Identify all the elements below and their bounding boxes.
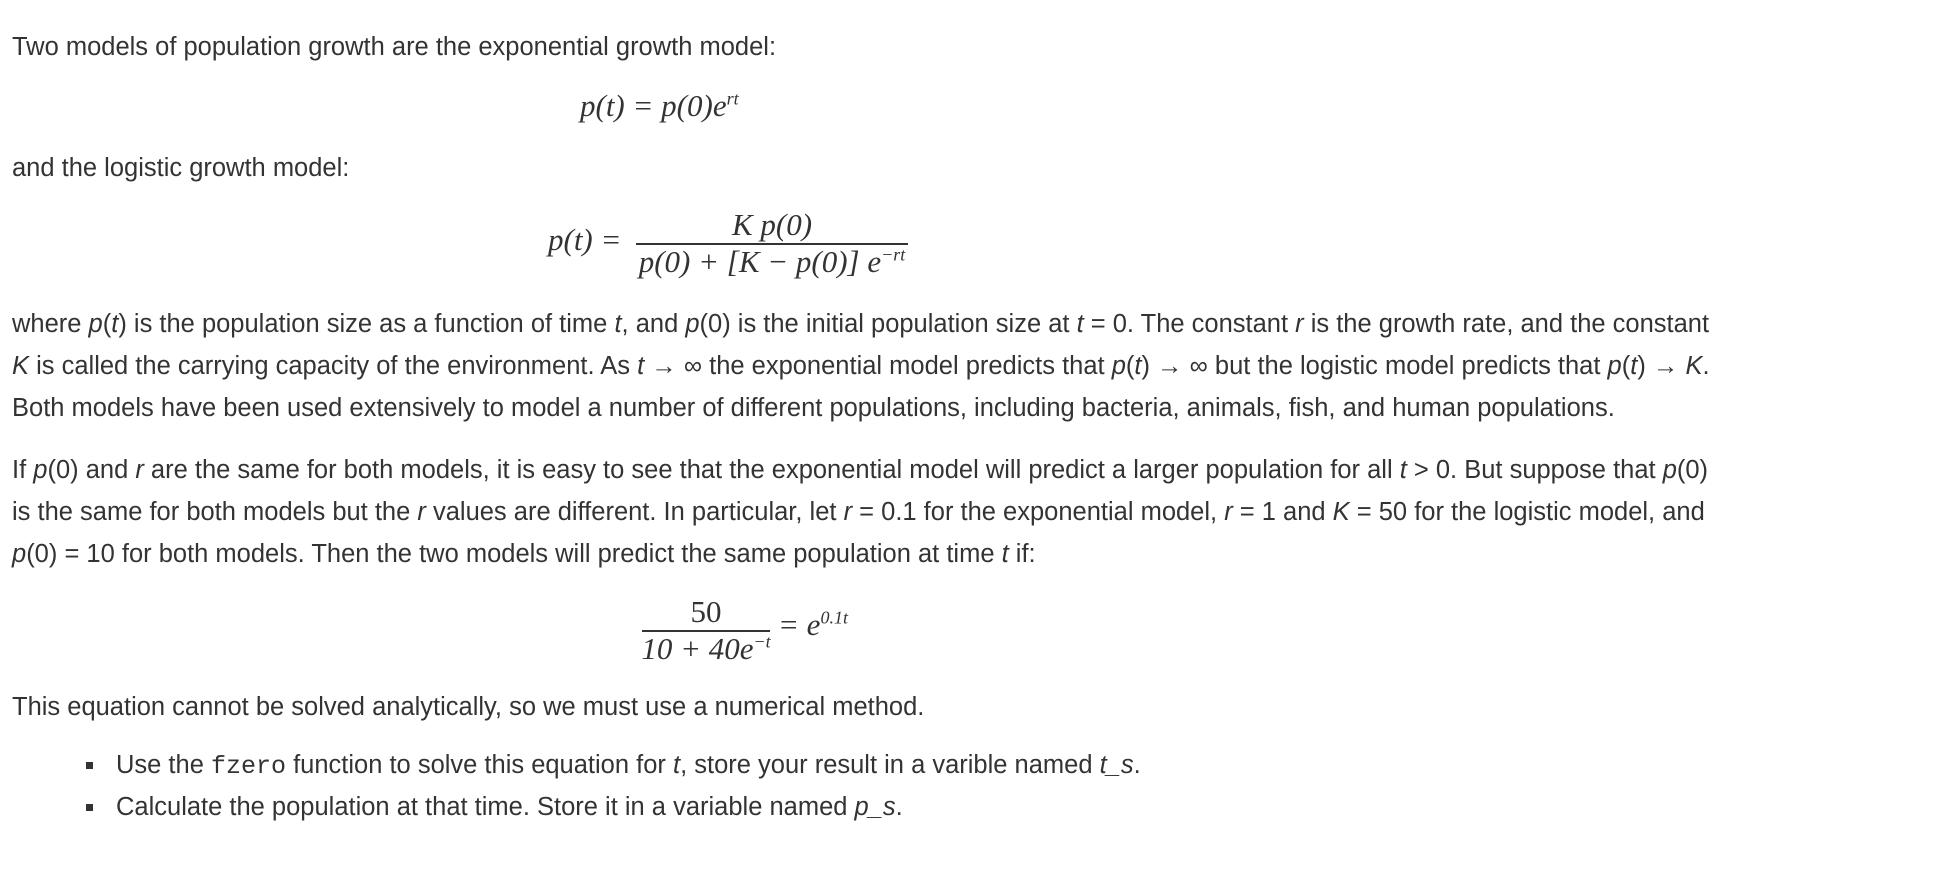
logistic-intro-text: and the logistic growth model: bbox=[12, 154, 350, 182]
text-run: → ∞ the exponential model predicts that bbox=[644, 352, 1112, 380]
text-run: p bbox=[685, 310, 700, 338]
exp-eq-main: p(t) = p(0)e bbox=[580, 88, 727, 123]
text-run: p bbox=[88, 310, 103, 338]
text-run: Calculate the population at that time. Store it in a variable named bbox=[116, 793, 855, 821]
bullet-square-icon bbox=[86, 804, 93, 811]
para1-line1 bbox=[12, 303, 1912, 345]
text-run: (0) is the initial population size at bbox=[699, 310, 1077, 338]
text-run: ( bbox=[1621, 352, 1631, 380]
para1-line2 bbox=[12, 345, 1912, 387]
text-run: ) → bbox=[1637, 352, 1686, 380]
text-run: (0) and bbox=[47, 456, 136, 484]
logistic-den-exponent: −rt bbox=[881, 244, 906, 265]
text-run: = 0. The constant bbox=[1083, 310, 1296, 338]
logistic-eq-lhs: p(t) = bbox=[548, 222, 622, 257]
text-run: where bbox=[12, 310, 89, 338]
text-run: p bbox=[12, 540, 27, 568]
text-run: r bbox=[1295, 310, 1304, 338]
text-run: Use the bbox=[116, 751, 211, 779]
text-run: ) → ∞ but the logistic model predicts that bbox=[1141, 352, 1608, 380]
intro-text: Two models of population growth are the exponential growth model: bbox=[12, 33, 777, 61]
text-run: K bbox=[1332, 498, 1350, 526]
para2-line1 bbox=[12, 449, 1912, 491]
text-run: r bbox=[843, 498, 853, 526]
text-run: ( bbox=[102, 310, 112, 338]
text-run: p bbox=[1111, 352, 1126, 380]
para1-line3: Both models have been used extensively to model a number of different populations, including bacteria, animals, fish, and human populations. bbox=[12, 394, 1615, 422]
text-run: ) is the population size as a function of time bbox=[118, 310, 615, 338]
text-run: p bbox=[1607, 352, 1622, 380]
text-run: r bbox=[135, 456, 144, 484]
text-run: (0) = 10 for both models. Then the two models will predict the same population at time bbox=[26, 540, 1002, 568]
logistic-eq-denominator bbox=[636, 244, 908, 280]
logistic-den-text: p(0) + [K − p(0)] e bbox=[638, 244, 882, 279]
eq3-den-text: 10 + 40e bbox=[641, 631, 754, 666]
text-run: (0) bbox=[1676, 456, 1709, 484]
eq3-rhs-exponent: 0.1t bbox=[820, 607, 848, 628]
para3-text: This equation cannot be solved analytically, so we must use a numerical method. bbox=[12, 693, 925, 721]
text-run: t bbox=[672, 751, 681, 779]
text-run: are the same for both models, it is easy to see that the exponential model will predict a larger population for all bbox=[143, 456, 1400, 484]
text-run: is the same for both models but the bbox=[12, 498, 418, 526]
text-run: r bbox=[1224, 498, 1233, 526]
eq3-denominator bbox=[636, 631, 776, 667]
logistic-eq-numerator: K p(0) bbox=[731, 207, 813, 242]
text-run: t bbox=[1399, 456, 1407, 484]
text-run: t bbox=[1630, 352, 1638, 380]
text-run: ( bbox=[1125, 352, 1135, 380]
text-run: . bbox=[895, 793, 903, 821]
list-item bbox=[84, 745, 1141, 787]
eq3-rhs-text: = e bbox=[778, 607, 821, 642]
fzero-code: fzero bbox=[210, 752, 286, 781]
exp-eq-exponent: rt bbox=[726, 88, 739, 109]
text-run: r bbox=[417, 498, 426, 526]
text-run: t bbox=[1134, 352, 1142, 380]
text-run: t bbox=[1001, 540, 1009, 568]
list-item bbox=[84, 787, 1141, 828]
text-run: p_s bbox=[854, 793, 896, 821]
text-run: t_s bbox=[1099, 751, 1134, 779]
para2-line3 bbox=[12, 533, 1912, 575]
text-run: , and bbox=[621, 310, 686, 338]
text-run: If bbox=[12, 456, 34, 484]
text-run: p bbox=[1662, 456, 1677, 484]
eq3-rhs bbox=[778, 607, 848, 643]
text-run: if: bbox=[1008, 540, 1036, 568]
text-run: p bbox=[33, 456, 48, 484]
text-run: t bbox=[1076, 310, 1084, 338]
text-run: K bbox=[1685, 352, 1703, 380]
text-run: = 50 for the logistic model, and bbox=[1349, 498, 1705, 526]
text-run: . bbox=[1133, 751, 1141, 779]
eq3-numerator: 50 bbox=[690, 594, 722, 629]
text-run: t bbox=[637, 352, 645, 380]
text-run: > 0. But suppose that bbox=[1406, 456, 1663, 484]
text-run: t bbox=[614, 310, 622, 338]
text-run: . bbox=[1702, 352, 1710, 380]
text-run: is the growth rate, and the constant bbox=[1303, 310, 1710, 338]
text-run: = 0.1 for the exponential model, bbox=[852, 498, 1225, 526]
exponential-equation bbox=[580, 88, 739, 124]
text-run: t bbox=[111, 310, 119, 338]
text-run: is called the carrying capacity of the environment. As bbox=[29, 352, 638, 380]
text-run: values are different. In particular, let bbox=[425, 498, 844, 526]
para2-line2 bbox=[12, 491, 1912, 533]
bullet-square-icon bbox=[86, 762, 93, 769]
text-run: , store your result in a varible named bbox=[680, 751, 1100, 779]
eq3-den-exponent: −t bbox=[753, 631, 771, 652]
text-run: = 1 and bbox=[1232, 498, 1333, 526]
instruction-list bbox=[84, 745, 1141, 828]
text-run: function to solve this equation for bbox=[285, 751, 673, 779]
text-run: K bbox=[12, 352, 30, 380]
